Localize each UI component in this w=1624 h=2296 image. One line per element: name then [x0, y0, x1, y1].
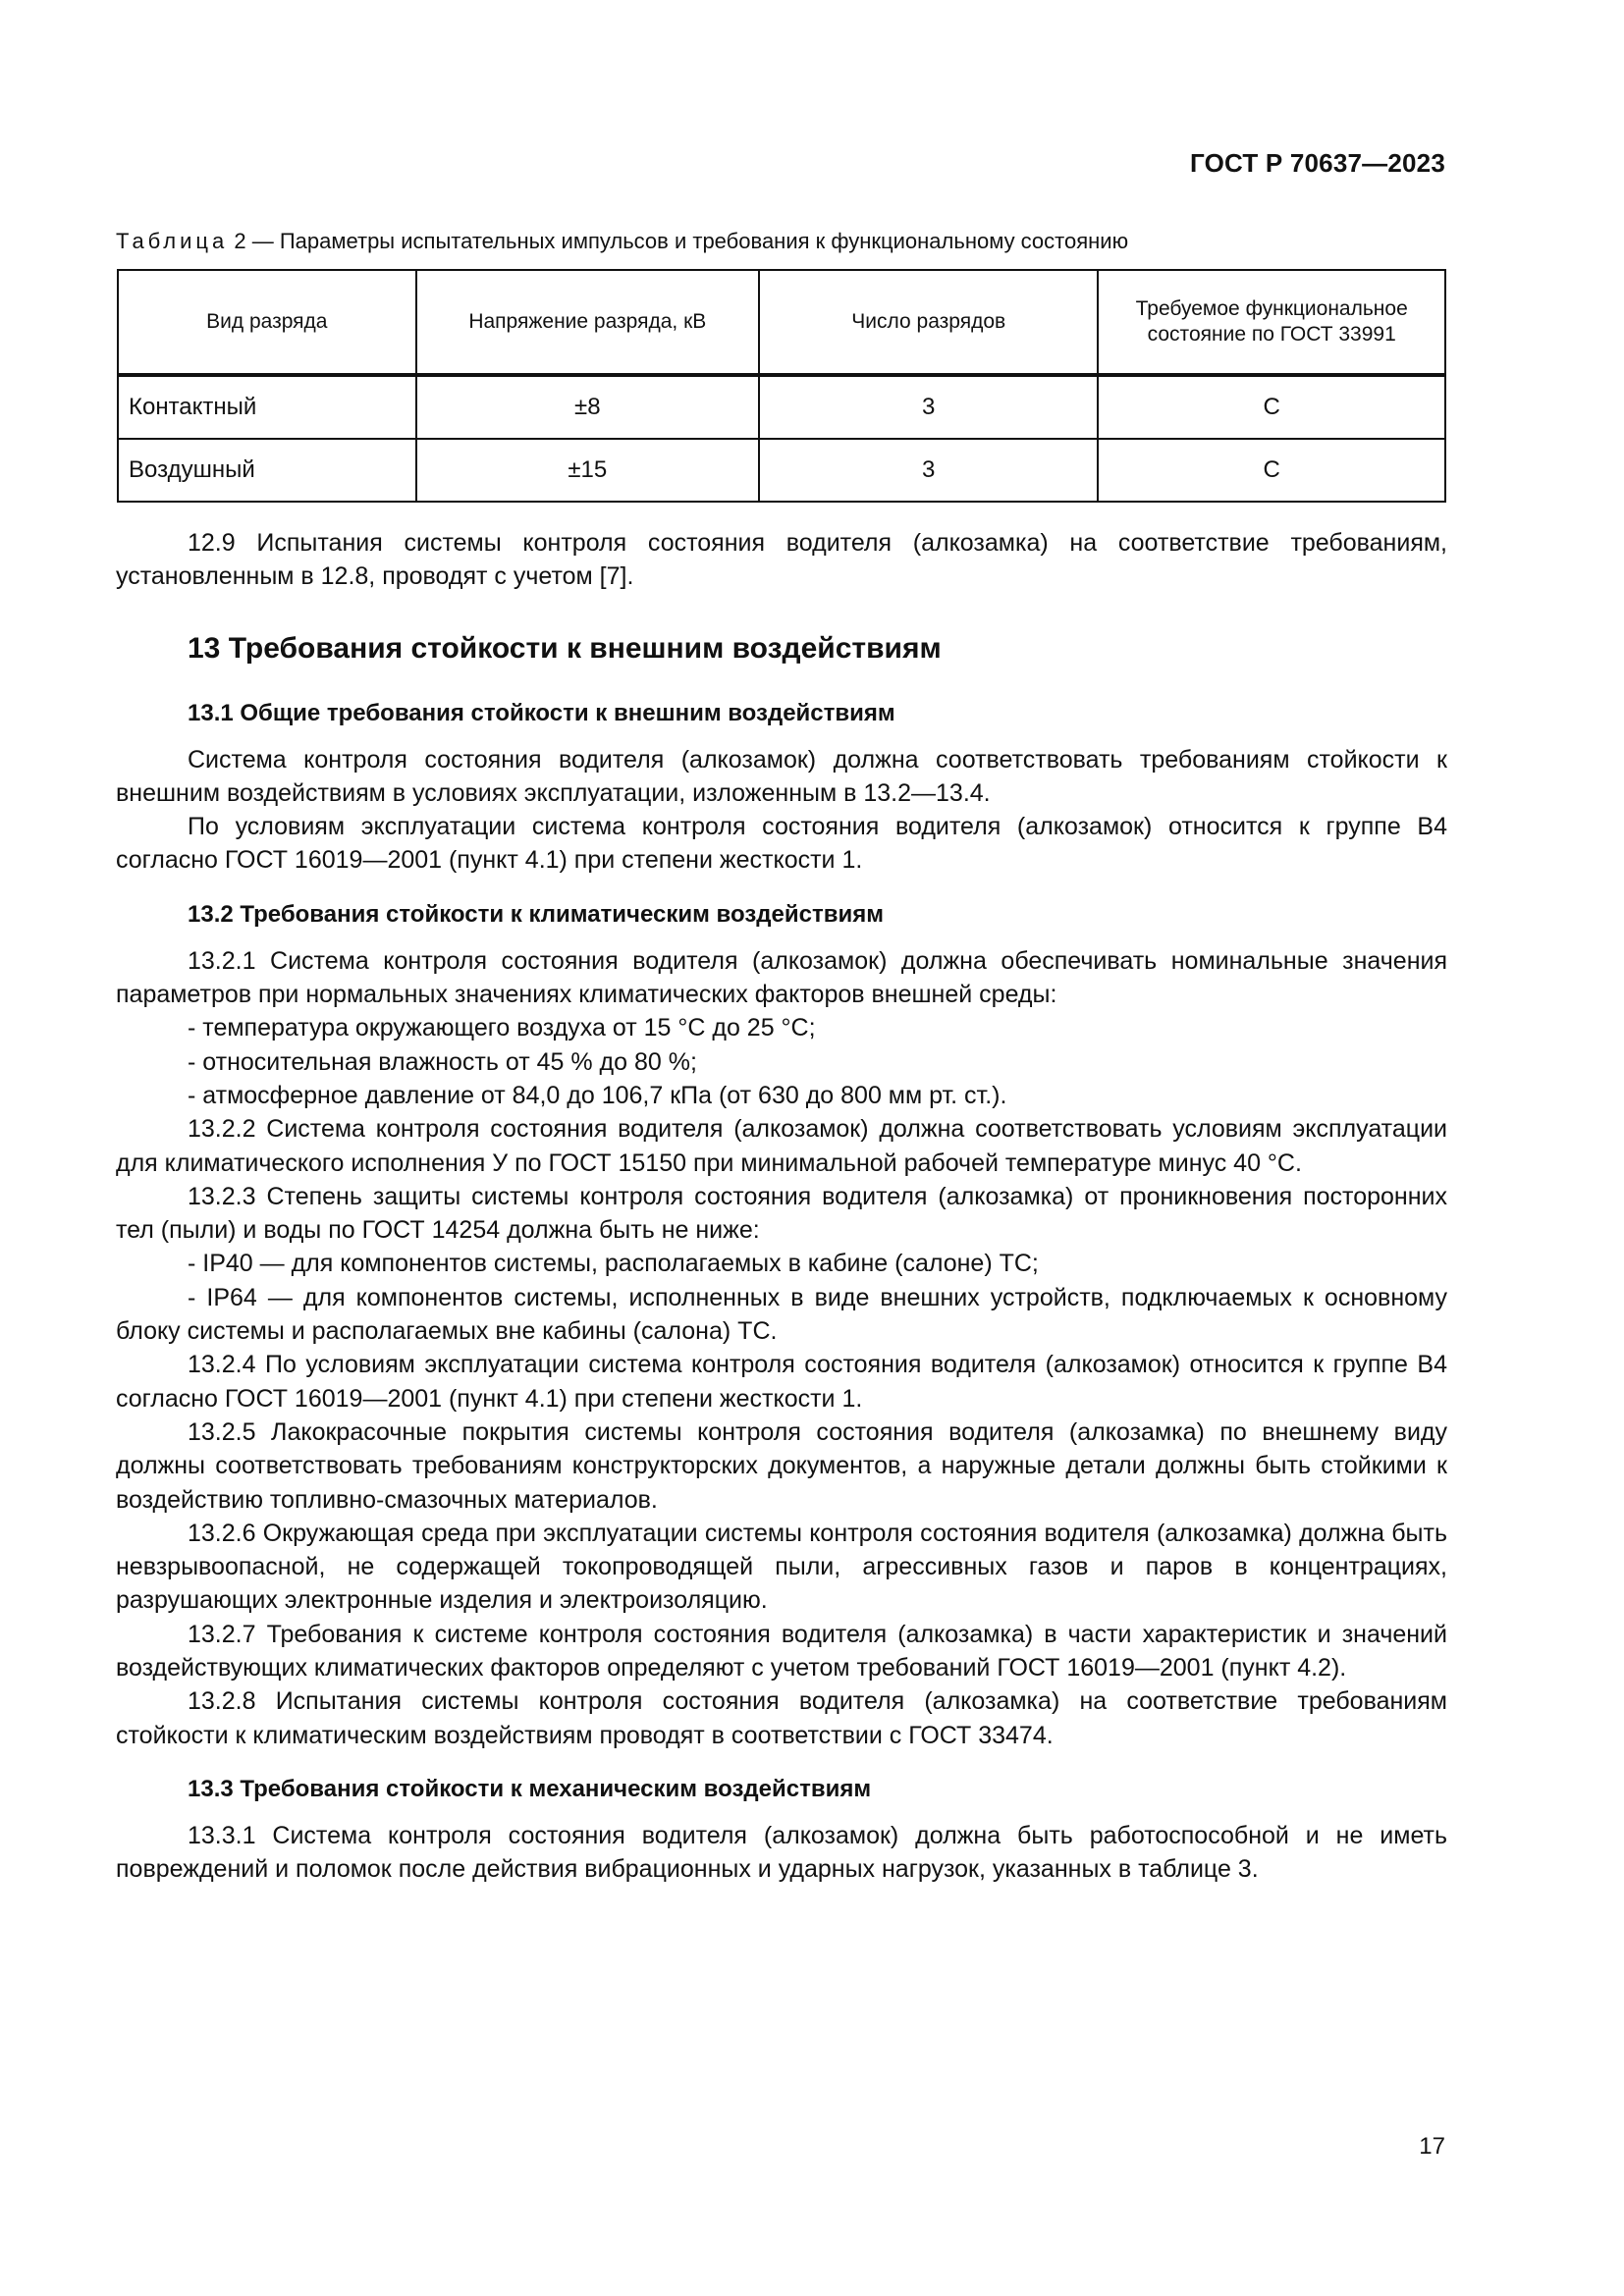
- table-row: [118, 439, 1445, 502]
- table-cell: 3: [759, 439, 1098, 502]
- list-item: - атмосферное давление от 84,0 до 106,7 кПа (от 630 до 800 мм рт. ст.).: [188, 1081, 1007, 1109]
- subsection-13-3-title: 13.3 Требования стойкости к механическим воздействиям: [188, 1775, 872, 1802]
- table-cell: ±15: [416, 439, 759, 502]
- table-cell: Воздушный: [118, 439, 416, 502]
- table-caption: [116, 229, 1128, 254]
- standard-code: ГОСТ Р 70637—2023: [1190, 148, 1445, 178]
- list-item: - IP40 — для компонентов системы, располагаемых в кабине (салоне) ТС;: [188, 1250, 1039, 1278]
- section-13-title: 13 Требования стойкости к внешним воздействиям: [188, 631, 942, 665]
- paragraph-13-3-1: 13.3.1 Система контроля состояния водителя (алкозамок) должна быть работоспособной и не иметь повреждений и поломок после действия вибрационных и ударных нагрузок, указанных в таблице 3.: [116, 1821, 1447, 1884]
- subsection-13-1-title: 13.1 Общие требования стойкости к внешним воздействиям: [188, 699, 895, 726]
- list-item: - относительная влажность от 45 % до 80 %;: [188, 1047, 697, 1076]
- list-item: - IP64 — для компонентов системы, исполненных в виде внешних устройств, подключаемых к основному блоку системы и располагаемых вне кабины (салона) ТС.: [116, 1283, 1447, 1346]
- paragraph-13-2-3: 13.2.3 Степень защиты системы контроля состояния водителя (алкозамка) от проникновения посторонних тел (пыли) и воды по ГОСТ 14254 должна быть не ниже:: [116, 1182, 1447, 1245]
- table-cell: С: [1098, 439, 1445, 502]
- column-header: Вид разряда: [118, 270, 416, 375]
- table-caption-word: Таблица: [116, 229, 229, 253]
- column-header: Требуемое функциональное состояние по ГОСТ 33991: [1098, 270, 1445, 375]
- paragraph-13-2-7: 13.2.7 Требования к системе контроля состояния водителя (алкозамка) в части характеристик и значений воздействующих климатических факторов определяют с учетом требований ГОСТ 16019—2001 (пункт 4.2).: [116, 1620, 1447, 1682]
- paragraph-12-9: 12.9 Испытания системы контроля состояния водителя (алкозамка) на соответствие требованиям, установленным в 12.8, проводят с учетом [7].: [116, 529, 1447, 591]
- column-header: Напряжение разряда, кВ: [416, 270, 759, 375]
- page-number: 17: [1419, 2133, 1445, 2160]
- table-caption-text: 2 — Параметры испытательных импульсов и требования к функциональному состоянию: [234, 229, 1129, 253]
- document-body: [116, 526, 1447, 1887]
- paragraph-13-1-a: Система контроля состояния водителя (алкозамок) должна соответствовать требованиям стойкости к внешним воздействиям в условиях эксплуатации, изложенным в 13.2—13.4.: [116, 745, 1447, 807]
- table-cell: С: [1098, 375, 1445, 439]
- paragraph-13-1-b: По условиям эксплуатации система контроля состояния водителя (алкозамок) относится к группе В4 согласно ГОСТ 16019—2001 (пункт 4.1) при степени жесткости 1.: [116, 813, 1447, 875]
- paragraph-13-2-4: 13.2.4 По условиям эксплуатации система контроля состояния водителя (алкозамок) относится к группе В4 согласно ГОСТ 16019—2001 (пункт 4.1) при степени жесткости 1.: [116, 1351, 1447, 1413]
- table-header-row: [118, 270, 1445, 375]
- paragraph-13-2-6: 13.2.6 Окружающая среда при эксплуатации системы контроля состояния водителя (алкозамка) должна быть невзрывоопасной, не содержащей токопроводящей пыли, агрессивных газов и паров в концентрациях, разрушающих электронные изделия и электроизоляцию.: [116, 1519, 1447, 1615]
- paragraph-13-2-2: 13.2.2 Система контроля состояния водителя (алкозамок) должна соответствовать условиям эксплуатации для климатического исполнения У по ГОСТ 15150 при минимальной рабочей температуре минус 40 °С.: [116, 1115, 1447, 1177]
- table-row: [118, 375, 1445, 439]
- table-cell: 3: [759, 375, 1098, 439]
- subsection-13-2-title: 13.2 Требования стойкости к климатическим воздействиям: [188, 900, 884, 928]
- test-pulse-parameters-table: [117, 269, 1446, 503]
- list-item: - температура окружающего воздуха от 15 °С до 25 °С;: [188, 1014, 816, 1042]
- paragraph-13-2-1: 13.2.1 Система контроля состояния водителя (алкозамок) должна обеспечивать номинальные значения параметров при нормальных значениях климатических факторов внешней среды:: [116, 946, 1447, 1009]
- table-cell: Контактный: [118, 375, 416, 439]
- table-cell: ±8: [416, 375, 759, 439]
- column-header: Число разрядов: [759, 270, 1098, 375]
- paragraph-13-2-5: 13.2.5 Лакокрасочные покрытия системы контроля состояния водителя (алкозамка) по внешнему виду должны соответствовать требованиям конструкторских документов, а наружные детали должны быть стойкими к воздействию топливно-смазочных материалов.: [116, 1417, 1447, 1514]
- paragraph-13-2-8: 13.2.8 Испытания системы контроля состояния водителя (алкозамка) на соответствие требованиям стойкости к климатическим воздействиям проводят в соответствии с ГОСТ 33474.: [116, 1687, 1447, 1749]
